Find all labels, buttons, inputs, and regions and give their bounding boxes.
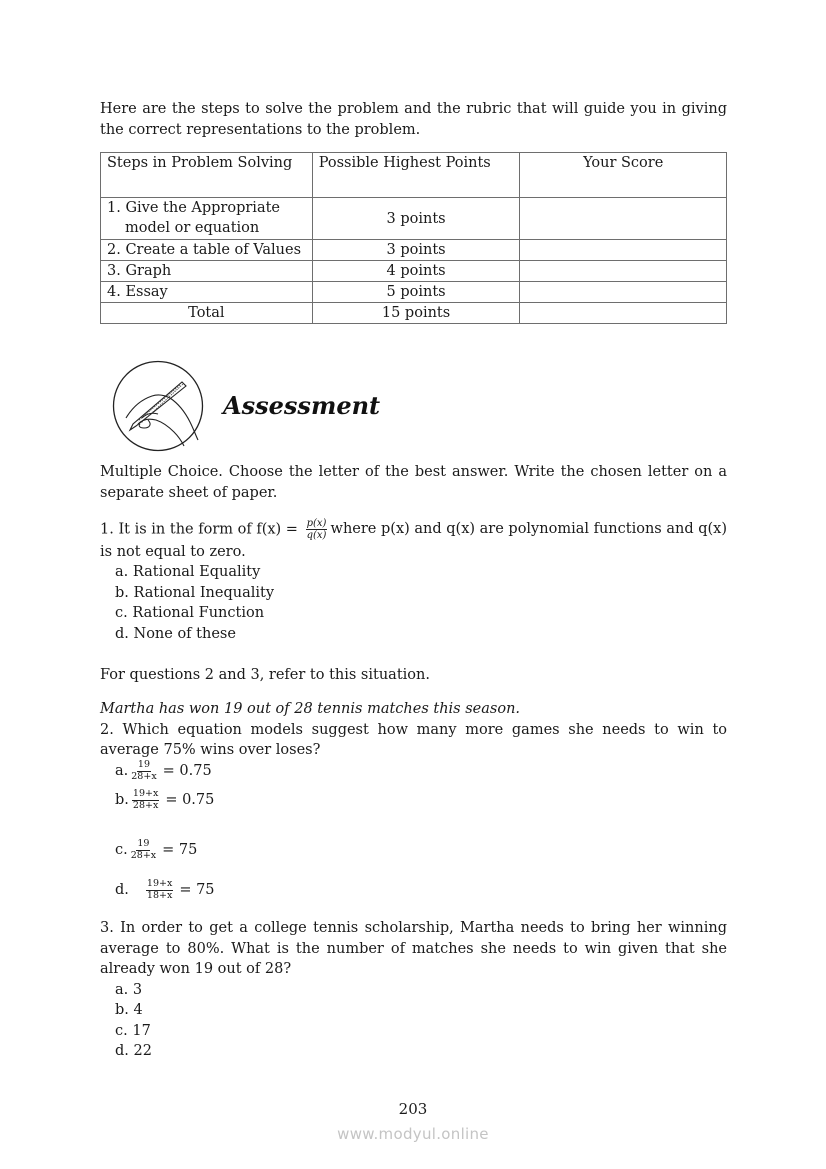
- rubric-header-row: [101, 153, 727, 198]
- option-rhs: = 0.75: [165, 792, 215, 808]
- fraction-p-over-q: [306, 518, 328, 541]
- rubric-step: 2. Create a table of Values: [101, 240, 313, 261]
- fraction-denominator: 28+x: [130, 849, 157, 861]
- rubric-header-score: Your Score: [520, 153, 727, 198]
- option-letter: b.: [115, 792, 129, 808]
- refer-text: For questions 2 and 3, refer to this situation.: [100, 667, 430, 683]
- question-3: [100, 918, 727, 1062]
- page-number: 203: [398, 1100, 428, 1118]
- rubric-score-cell: [520, 282, 727, 303]
- option: [115, 760, 212, 782]
- option: b. 4: [115, 1002, 143, 1018]
- fraction-numerator: 19+x: [132, 788, 159, 799]
- question-3-options: [100, 980, 727, 1062]
- instructions: Multiple Choice. Choose the letter of the best answer. Write the chosen letter on a separate sheet of paper.: [100, 464, 727, 501]
- rubric-table: [100, 152, 727, 324]
- situation-block: [100, 699, 727, 761]
- rubric-row: [101, 240, 727, 261]
- rubric-score-cell: [520, 198, 727, 240]
- option: b. Rational Inequality: [115, 584, 275, 601]
- watermark: www.modyul.online: [337, 1125, 489, 1143]
- option-rhs: = 75: [162, 842, 198, 858]
- option: d. None of these: [115, 625, 236, 642]
- question-1-prefix: 1. It is in the form of f(x) =: [100, 521, 298, 537]
- assessment-title: Assessment: [223, 391, 381, 420]
- question-2-text: 2. Which equation models suggest how many more games she needs to win to average 75% wins over loses?: [100, 721, 727, 758]
- option: [115, 839, 197, 861]
- fraction-denominator: 28+x: [132, 799, 159, 811]
- hand-writing-pen-icon: [112, 360, 204, 452]
- option: d. 22: [115, 1043, 152, 1059]
- option: c. 17: [115, 1022, 151, 1039]
- rubric-header-steps: Steps in Problem Solving: [101, 153, 313, 198]
- rubric-step-line2: model or equation: [125, 220, 260, 236]
- fraction-denominator: 28+x: [131, 770, 157, 782]
- fraction-numerator: 19+x: [146, 878, 173, 889]
- rubric-row: [101, 282, 727, 303]
- option: [115, 789, 214, 811]
- intro-paragraph: Here are the steps to solve the problem and the rubric that will guide you in giving the correct representations to the problem.: [100, 101, 727, 138]
- situation-text: Martha has won 19 out of 28 tennis matches this season.: [100, 701, 521, 717]
- rubric-row: [101, 198, 727, 240]
- option-letter: d.: [115, 882, 129, 898]
- rubric-score-cell: [520, 261, 727, 282]
- rubric-total-points: 15 points: [312, 303, 520, 324]
- option-rhs: = 0.75: [162, 763, 212, 779]
- question-1-options: [100, 562, 727, 644]
- fraction-numerator: p(x): [306, 517, 327, 529]
- option-letter: c.: [115, 842, 128, 858]
- question-1-suffix: where p(x) and q(x) are polynomial functions and q(x): [330, 521, 727, 537]
- option-rhs: = 75: [179, 882, 215, 898]
- question-1-line2: is not equal to zero.: [100, 544, 246, 560]
- rubric-row: [101, 261, 727, 282]
- option: a. Rational Equality: [115, 564, 261, 580]
- option-fraction: [131, 760, 156, 782]
- fraction-numerator: 19: [137, 759, 151, 770]
- fraction-denominator: 18+x: [146, 889, 173, 901]
- option-fraction: [132, 789, 159, 811]
- rubric-points: 3 points: [312, 198, 520, 240]
- option-fraction: [146, 879, 173, 901]
- rubric-step: 4. Essay: [101, 282, 313, 303]
- rubric-points: 4 points: [312, 261, 520, 282]
- rubric-score-cell: [520, 240, 727, 261]
- option: a. 3: [115, 981, 143, 998]
- rubric-header-points: Possible Highest Points: [312, 153, 520, 198]
- rubric-step: [101, 198, 313, 240]
- rubric-step-line1: 1. Give the Appropriate: [107, 200, 281, 216]
- rubric-total-row: [101, 303, 727, 324]
- question-3-text: 3. In order to get a college tennis scholarship, Martha needs to bring her winning average to 80%. What is the number of matches she needs to win given that she already won 19 out of 28?: [100, 920, 727, 977]
- rubric-total-label: Total: [101, 303, 313, 324]
- question-1: [100, 516, 727, 644]
- option-letter: a.: [115, 763, 129, 779]
- option: [115, 879, 215, 901]
- rubric-points: 3 points: [312, 240, 520, 261]
- option: c. Rational Function: [115, 605, 265, 621]
- option-fraction: [131, 839, 156, 861]
- assessment-heading: [112, 360, 512, 455]
- rubric-step: 3. Graph: [101, 261, 313, 282]
- question-1-line1: [100, 516, 727, 542]
- rubric-points: 5 points: [312, 282, 520, 303]
- rubric-total-score: [520, 303, 727, 324]
- fraction-denominator: q(x): [306, 529, 327, 541]
- fraction-numerator: 19: [137, 838, 150, 849]
